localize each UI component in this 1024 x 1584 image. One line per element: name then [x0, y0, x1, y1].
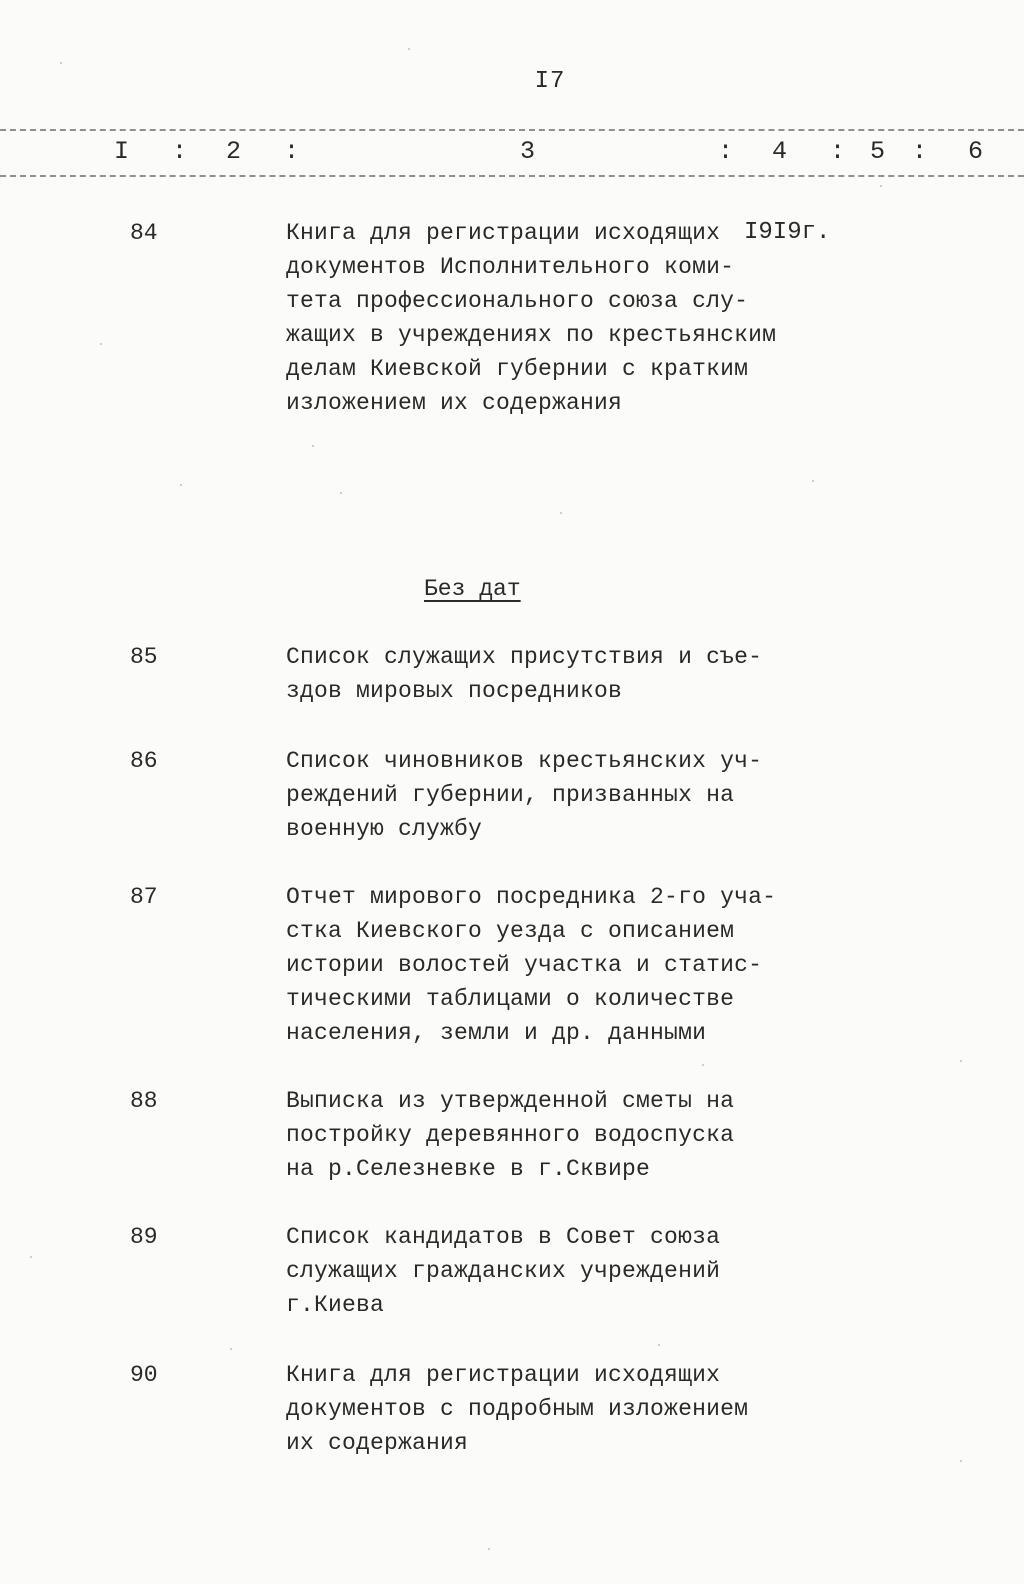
entry-description: Список чиновников крестьянских уч- реждений губернии, призванных на военную службу — [286, 748, 763, 842]
column-header-3: 3 — [520, 137, 536, 166]
column-header-4: 4 — [772, 137, 788, 166]
entry-description: Книга для регистрации исходящих документов с подробным изложением их содержания — [286, 1362, 749, 1456]
entry-number: 85 — [130, 644, 158, 670]
entry-description: Список служащих присутствия и съе- здов мировых посредников — [286, 644, 763, 704]
column-separator: : — [718, 137, 734, 166]
scan-speck — [30, 1256, 32, 1258]
scan-speck — [960, 1460, 962, 1462]
scan-speck — [230, 1348, 232, 1350]
scan-speck — [408, 48, 410, 50]
scan-speck — [180, 484, 182, 486]
scan-speck — [960, 1060, 962, 1062]
scan-speck — [658, 1344, 660, 1346]
section-heading-undated: Без дат — [424, 576, 521, 602]
scan-speck — [702, 1064, 704, 1066]
scan-speck — [560, 512, 562, 514]
entry-year: I9I9г. — [744, 219, 831, 246]
scan-speck — [100, 343, 102, 345]
column-separator: : — [912, 137, 928, 166]
entry-number: 90 — [130, 1362, 158, 1388]
entry-number: 89 — [130, 1224, 158, 1250]
column-separator: : — [284, 137, 300, 166]
entry-description: Отчет мирового посредника 2-го уча- стка Киевского уезда с описанием истории волостей участка и статис- тическими таблицами о количестве населения, земли и др. данными — [286, 884, 777, 1046]
column-separator: : — [830, 137, 846, 166]
scan-speck — [60, 62, 62, 64]
entry-description: Книга для регистрации исходящих документов Исполнительного коми- тета профессионального союза слу- жащих в учреждениях по крестьянским делам Киевской губернии с кратким изложением их содержания — [286, 220, 777, 416]
scan-speck — [488, 1548, 490, 1550]
scan-speck — [880, 185, 882, 187]
entry-number: 86 — [130, 748, 158, 774]
column-header-5: 5 — [870, 137, 886, 166]
column-header-6: 6 — [968, 137, 984, 166]
scan-speck — [812, 480, 814, 482]
entry-number: 88 — [130, 1088, 158, 1114]
scan-speck — [340, 492, 342, 494]
page-number: I7 — [534, 68, 566, 95]
entry-number: 87 — [130, 884, 158, 910]
entry-description: Выписка из утвержденной сметы на постройку деревянного водоспуска на р.Селезневке в г.Сквире — [286, 1088, 735, 1182]
column-header-2: 2 — [226, 137, 242, 166]
scan-speck — [312, 445, 314, 447]
table-header-top-rule — [0, 129, 1024, 131]
column-separator: : — [172, 137, 188, 166]
column-header-1: I — [114, 137, 130, 166]
entry-description: Список кандидатов в Совет союза служащих гражданских учреждений г.Киева — [286, 1224, 721, 1318]
table-header-bottom-rule — [0, 175, 1024, 177]
entry-number: 84 — [130, 220, 158, 246]
